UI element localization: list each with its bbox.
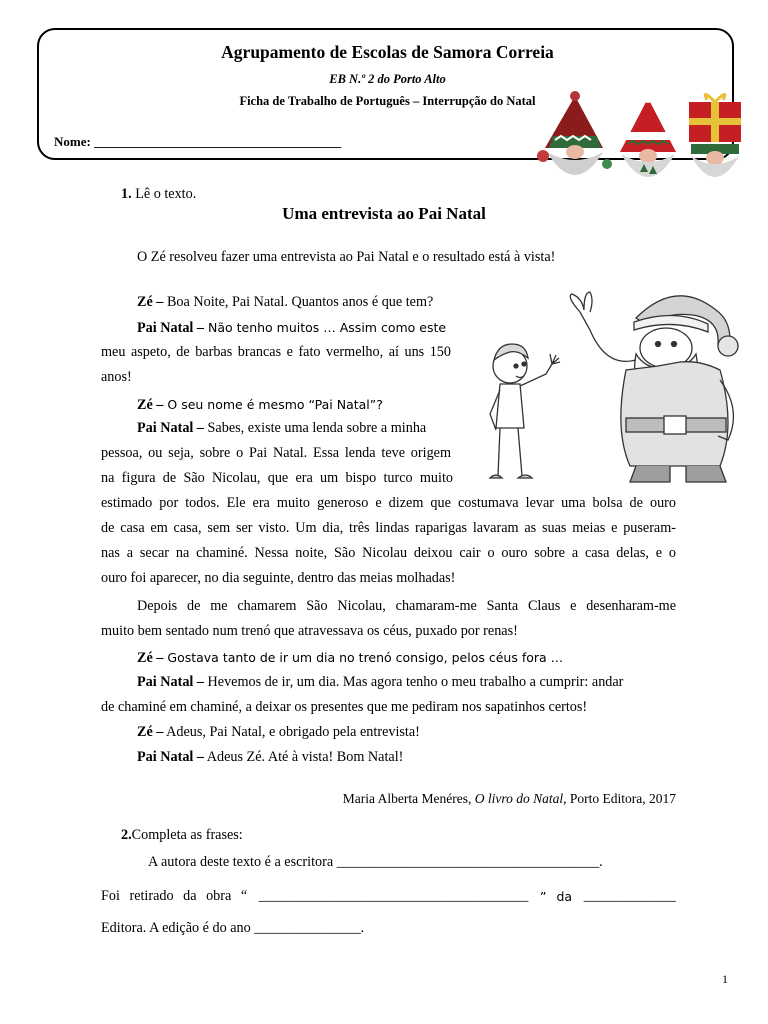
- dialogue-line-15: [137, 645, 563, 671]
- sentence-work-part-1: Foi retirado da obra “: [101, 888, 248, 904]
- dialogue-line-2: [137, 315, 446, 341]
- sentence-year-blank[interactable]: Editora. A edição é do ano _______________.: [101, 920, 365, 936]
- story-line-11: nas a secar na chaminé. Nessa noite, São Nicolau deixou cair o ouro sobre a casa delas, e o: [101, 545, 676, 561]
- worksheet-title: Ficha de Trabalho de Português – Interrupção do Natal: [239, 94, 536, 108]
- story-line-7: pessoa, ou seja, sobre o Pai Natal. Essa lenda teve origem: [101, 445, 451, 461]
- name-blank: ______________________________________: [94, 134, 342, 149]
- publisher-blank[interactable]: _____________: [583, 888, 676, 904]
- santa-and-boy-illustration: [476, 290, 746, 485]
- dialogue-text: O seu nome é mesmo “Pai Natal”?: [163, 397, 383, 412]
- dialogue-text: Hevemos de ir, um dia. Mas agora tenho o meu trabalho a cumprir: andar: [204, 674, 624, 690]
- dialogue-line-19: [137, 745, 403, 770]
- dialogue-line-18: [137, 720, 420, 745]
- speaker-ze: Zé –: [137, 724, 164, 740]
- dialogue-line-1: [137, 290, 433, 315]
- story-line-9: estimado por todos. Ele era muito generoso e dizem que costumava levar uma bolsa de ouro: [101, 495, 676, 511]
- school-name: EB N.º 2 do Porto Alto: [329, 72, 446, 86]
- dialogue-line-5: [137, 392, 383, 418]
- speaker-pai-natal: Pai Natal –: [137, 320, 204, 336]
- dialogue-text: Adeus, Pai Natal, e obrigado pela entrevista!: [163, 724, 420, 740]
- story-line-14: muito bem sentado num trenó que atravessava os céus, puxado por renas!: [101, 623, 518, 639]
- citation-author: Maria Alberta Menéres,: [342, 791, 475, 806]
- dialogue-text: Boa Noite, Pai Natal. Quantos anos é que tem?: [163, 294, 434, 310]
- speaker-pai-natal: Pai Natal –: [137, 420, 204, 436]
- speaker-pai-natal: Pai Natal –: [137, 749, 204, 765]
- santa-icon: [570, 292, 738, 482]
- page-number: 1: [722, 972, 728, 986]
- citation: [343, 786, 676, 811]
- story-intro: O Zé resolveu fazer uma entrevista ao Pai Natal e o resultado está à vista!: [137, 249, 556, 265]
- speaker-ze: Zé –: [137, 397, 164, 413]
- story-line-12: ouro foi aparecer, no dia seguinte, dentro das meias molhadas!: [101, 570, 456, 586]
- citation-book: O livro do Natal: [474, 791, 564, 806]
- story-line-8: na figura de São Nicolau, que era um bispo turco muito: [101, 470, 453, 486]
- gnome-left-icon: [537, 91, 612, 175]
- speaker-ze: Zé –: [137, 294, 164, 310]
- question-2-text: Completa as frases:: [131, 827, 243, 843]
- story-line-13: Depois de me chamarem São Nicolau, chamaram-me Santa Claus e desenharam-me: [137, 598, 676, 614]
- citation-publisher: , Porto Editora, 2017: [563, 791, 676, 806]
- sentence-work-blank[interactable]: [101, 884, 676, 909]
- christmas-gnomes-illustration: [525, 88, 750, 188]
- dialogue-line-6: [137, 416, 426, 441]
- gnome-right-icon: [689, 94, 741, 177]
- story-line-10: de casa em casa, sem ser visto. Um dia, três lindas raparigas lavaram as suas meias e puseram-: [101, 520, 676, 536]
- story-line-3: meu aspeto, de barbas brancas e fato vermelho, aí uns 150: [101, 344, 451, 360]
- speaker-pai-natal: Pai Natal –: [137, 674, 204, 690]
- question-2-number: 2.: [121, 827, 132, 843]
- dialogue-text: Gostava tanto de ir um dia no trenó consigo, pelos céus fora …: [163, 650, 564, 665]
- story-line-17: de chaminé em chaminé, a deixar os presentes que me pediram nos sapatinhos certos!: [101, 699, 588, 715]
- boy-icon: [490, 344, 560, 478]
- story-line-4: anos!: [101, 369, 132, 385]
- work-title-blank[interactable]: ______________________________________: [258, 888, 529, 904]
- speaker-ze: Zé –: [137, 650, 164, 666]
- gnome-middle-icon: [620, 93, 676, 177]
- sentence-author-blank[interactable]: A autora deste texto é a escritora _____________________________________.: [148, 854, 603, 870]
- dialogue-text: Adeus Zé. Até à vista! Bom Natal!: [204, 749, 404, 765]
- dialogue-text: Sabes, existe uma lenda sobre a minha: [204, 420, 427, 436]
- school-group-title: Agrupamento de Escolas de Samora Correia: [221, 42, 554, 62]
- dialogue-text: Não tenho muitos … Assim como este: [204, 320, 447, 335]
- question-1-number: 1.: [121, 186, 132, 202]
- question-1-text: Lê o texto.: [135, 186, 197, 202]
- name-label: Nome:: [54, 134, 91, 149]
- dialogue-line-16: [137, 670, 623, 695]
- question-2: [121, 823, 243, 848]
- name-field[interactable]: [54, 134, 341, 150]
- sentence-work-part-2: ” da: [540, 889, 573, 904]
- story-title: Uma entrevista ao Pai Natal: [282, 204, 486, 223]
